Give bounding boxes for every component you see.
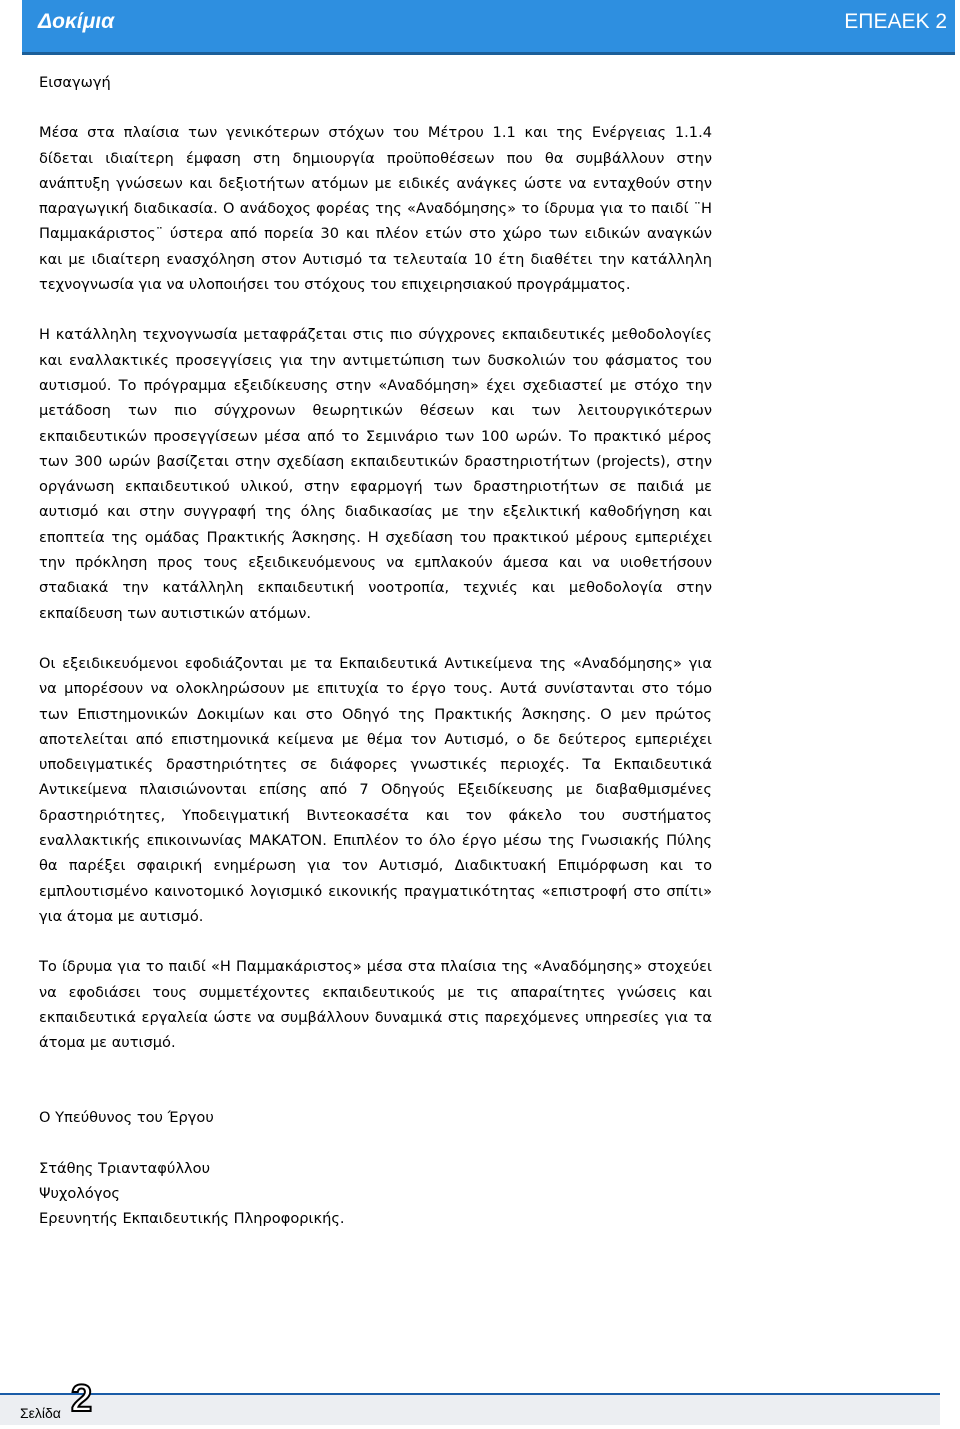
paragraph-3: Οι εξειδικευόμενοι εφοδιάζονται με τα Εκπαιδευτικά Αντικείμενα της «Αναδόμησης» για να μπορέσουν να ολοκληρώσουν με επιτυχία το έργο τους. Αυτά συνίστανται στο τόμο των Επιστημονικών Δοκιμίων και στο Οδηγό της Πρακτικής Άσκησης. Ο μεν πρώτος αποτελείται από επιστημονικά κείμενα με θέμα τον Αυτισμό, ο δε δεύτερος εμπεριέχει υποδειγματικές δραστηριότητες σε διάφορες γνωστικές περιοχές. Τα Εκπαιδευτικά Αντικείμενα πλαισιώνονται επίσης από 7 Οδηγούς Εξειδίκευσης με διαβαθμισμένες δραστηριότητες, Υποδειγματική Βιντεοκασέτα και τον φάκελο του συστήματος εναλλακτικής επικοινωνίας ΜΑΚΑΤΟΝ. Επιπλέον το όλο έργο μέσω της Γνωσιακής Πύλης θα παρέξει σφαιρική ενημέρωση για τον Αυτισμό, Διαδικτυακή Επιμόρφωση και το εμπλουτισμένο καινοτομικό λογισμικό εικονικής πραγματικότητας «επιστροφή στο σπίτι» για άτομα με αυτισμό. bbox=[39, 654, 712, 925]
signature-name: Στάθης Τριανταφύλλου bbox=[39, 1159, 211, 1177]
header-program-label: ΕΠΕΑΕΚ 2 bbox=[844, 10, 947, 33]
signature-role: Ο Υπεύθυνος του Έργου bbox=[39, 1109, 214, 1127]
page-header bbox=[22, 0, 955, 52]
page-label: Σελίδα bbox=[20, 1405, 61, 1421]
paragraph-4: Το ίδρυμα για το παιδί «Η Παμμακάριστος» μέσα στα πλαίσια της «Αναδόμησης» στοχεύει να εφοδιάσει τους συμμετέχοντες εκπαιδευτικούς με τις απαραίτητες γνώσεις και εκπαιδευτικά εργαλεία ώστε να συμβάλλουν δυναμικά στις παρεχόμενες υπηρεσίες για τα άτομα με αυτισμό. bbox=[39, 958, 712, 1052]
document-body bbox=[39, 70, 712, 1232]
header-title: Δοκίμια bbox=[38, 10, 115, 33]
paragraph-2: Η κατάλληλη τεχνογνωσία μεταφράζεται στις πιο σύγχρονες εκπαιδευτικές μεθοδολογίες και εναλλακτικές προσεγγίσεις για την αντιμετώπιση των δυσκολιών του φάσματος του αυτισμού. Το πρόγραμμα εξειδίκευσης στην «Αναδόμηση» έχει σχεδιαστεί με στόχο την μετάδοση των πιο σύγχρονων θεωρητικών θέσεων και των λειτουργικότερων εκπαιδευτικών προσεγγίσεων μέσα από το Σεμινάριο των 100 ωρών. Το πρακτικό μέρος των 300 ωρών βασίζεται στην σχεδίαση εκπαιδευτικών δραστηριοτήτων (projects), στην οργάνωση εκπαιδευτικού υλικού, στην εφαρμογή των δραστηριοτήτων σε παιδιά με αυτισμό και στην συγγραφή της όλης διαδικασίας με την εξελικτική καθοδήγηση και εποπτεία της ομάδας Πρακτικής Άσκησης. Η σχεδίαση του πρακτικού μέρους εμπεριέχει την πρόκληση προς τους εξειδικευόμενους να εμπλακούν άμεσα και να υιοθετήσουν σταδιακά την κατάλληλη εκπαιδευτική νοοτροπία, τεχνιές και μεθοδολογία στην εκπαίδευση των αυτιστικών ατόμων. bbox=[39, 326, 712, 622]
page-number: 2 bbox=[71, 1378, 93, 1420]
page-footer bbox=[0, 1378, 940, 1425]
paragraph-1: Μέσα στα πλαίσια των γενικότερων στόχων του Μέτρου 1.1 και της Ενέργειας 1.1.4 δίδεται ιδιαίτερη έμφαση στη δημιουργία προϋποθέσεων που θα συμβάλλουν στην ανάπτυξη γνώσεων και δεξιοτήτων ατόμων με ειδικές ανάγκες ώστε να ενταχθούν στην παραγωγική διαδικασία. Ο ανάδοχος φορέας της «Αναδόμησης» το ίδρυμα για το παιδί ¨Η Παμμακάριστος¨ ύστερα από πορεία 30 και πλέον ετών στο χώρο των ειδικών αναγκών και με ιδιαίτερη ενασχόληση στον Αυτισμό τα τελευταία 10 έτη διαθέτει την κατάλληλη τεχνογνωσία για να υλοποιήσει του στόχους του επιχειρησιακού προγράμματος. bbox=[39, 124, 712, 294]
intro-heading: Εισαγωγή bbox=[39, 74, 111, 91]
signature-position: Ερευνητής Εκπαιδευτικής Πληροφορικής. bbox=[39, 1210, 345, 1228]
signature-title: Ψυχολόγος bbox=[39, 1184, 120, 1202]
